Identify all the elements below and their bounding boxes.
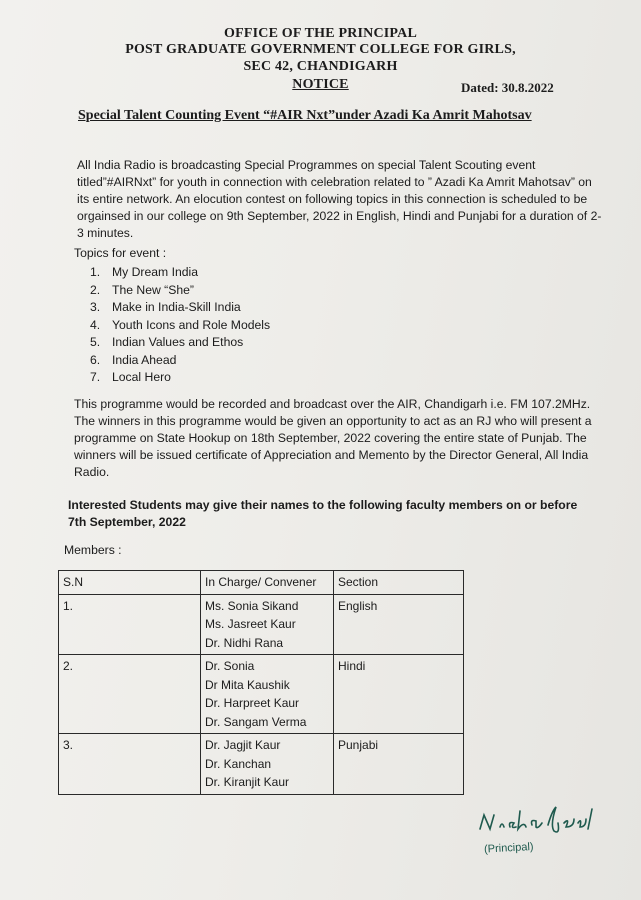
list-item [90, 317, 270, 335]
broadcast-paragraph: This programme would be recorded and broadcast over the AIR, Chandigarh i.e. FM 107.2MHz. The winners in this programme would be given an opportunity to act as an RJ who will present a programme on State Hookup on 18th September, 2022 covering the entire state of Punjab. The winners will be issued certificate of Appreciation and Memento by the Director General, All India Radio. [74, 397, 592, 479]
topic-number: 2. [90, 282, 101, 297]
table-row [59, 594, 464, 655]
topic-text: The New “She” [112, 282, 194, 297]
member-name: Dr. Harpreet Kaur [205, 696, 300, 710]
notice-title: Special Talent Counting Event “#AIR Nxt”under Azadi Ka Amrit Mahotsav [78, 108, 532, 123]
member-name: Dr. Sangam Verma [205, 714, 307, 729]
header-convener: In Charge/ Convener [201, 571, 334, 595]
list-item [90, 282, 270, 300]
signature-stroke [480, 807, 592, 832]
list-item [90, 369, 270, 387]
list-item [90, 299, 270, 317]
list-item [90, 352, 270, 370]
row-sn: 2. [59, 655, 201, 734]
header-section: Section [334, 571, 464, 595]
notice-label: NOTICE [292, 77, 349, 92]
row-sn: 1. [59, 594, 201, 655]
member-name: Dr. Kanchan [205, 756, 272, 771]
topic-number: 3. [90, 300, 101, 314]
row-members [201, 734, 334, 795]
principal-signature [474, 805, 624, 865]
topic-text: Make in India-Skill India [112, 300, 241, 314]
member-name: Ms. Jasreet Kaur [205, 617, 296, 631]
intro-paragraph: All India Radio is broadcasting Special Programmes on special Talent Scouting event titled”#AIRNxt” for youth in connection with celebration related to ” Azadi Ka Amrit Mahotsav” on its entire network. An elocution contest on following topics in this connection is scheduled to be orgainsed in our college on 9th September, 2022 in English, Hindi and Punjabi for a duration of 2-3 minutes. [77, 158, 602, 240]
notice-date: Dated: 30.8.2022 [461, 80, 554, 95]
table-row [59, 734, 464, 795]
row-members [201, 655, 334, 734]
list-item [90, 264, 270, 282]
list-item [90, 334, 270, 352]
member-name: Dr. Nidhi Rana [205, 635, 284, 650]
topics-list [90, 264, 270, 387]
row-section: Hindi [334, 655, 464, 734]
topic-number: 5. [90, 335, 101, 349]
row-sn: 3. [59, 734, 201, 795]
table-header-row [59, 571, 464, 595]
signature-title: (Principal) [483, 840, 534, 856]
topic-text: Indian Values and Ethos [112, 335, 244, 349]
member-name: Dr Mita Kaushik [205, 677, 290, 692]
topic-text: My Dream India [112, 265, 199, 279]
instruction-paragraph: Interested Students may give their names to the following faculty members on or before 7th September, 2022 [68, 498, 578, 529]
row-section: English [334, 594, 464, 655]
member-name: Ms. Sonia Sikand [205, 598, 299, 613]
members-label: Members : [64, 543, 122, 557]
member-name: Dr. Jagjit Kaur [205, 738, 281, 752]
topic-number: 7. [90, 370, 101, 384]
row-members [201, 594, 334, 655]
member-name: Dr. Sonia [205, 659, 255, 673]
table-row [59, 655, 464, 734]
header-sn: S.N [59, 571, 201, 595]
row-section: Punjabi [334, 734, 464, 795]
topic-text: Local Hero [112, 370, 171, 384]
college-address: SEC 42, CHANDIGARH [243, 59, 398, 74]
members-table [58, 570, 464, 795]
topic-number: 6. [90, 352, 101, 367]
topic-text: Youth Icons and Role Models [112, 317, 271, 332]
topic-number: 4. [90, 317, 101, 332]
college-name: POST GRADUATE GOVERNMENT COLLEGE FOR GIRLS, [125, 42, 516, 57]
topic-text: India Ahead [112, 352, 177, 367]
topic-number: 1. [90, 265, 101, 279]
member-name: Dr. Kiranjit Kaur [205, 775, 290, 789]
office-heading: OFFICE OF THE PRINCIPAL [224, 26, 417, 41]
topics-label: Topics for event : [74, 246, 167, 260]
